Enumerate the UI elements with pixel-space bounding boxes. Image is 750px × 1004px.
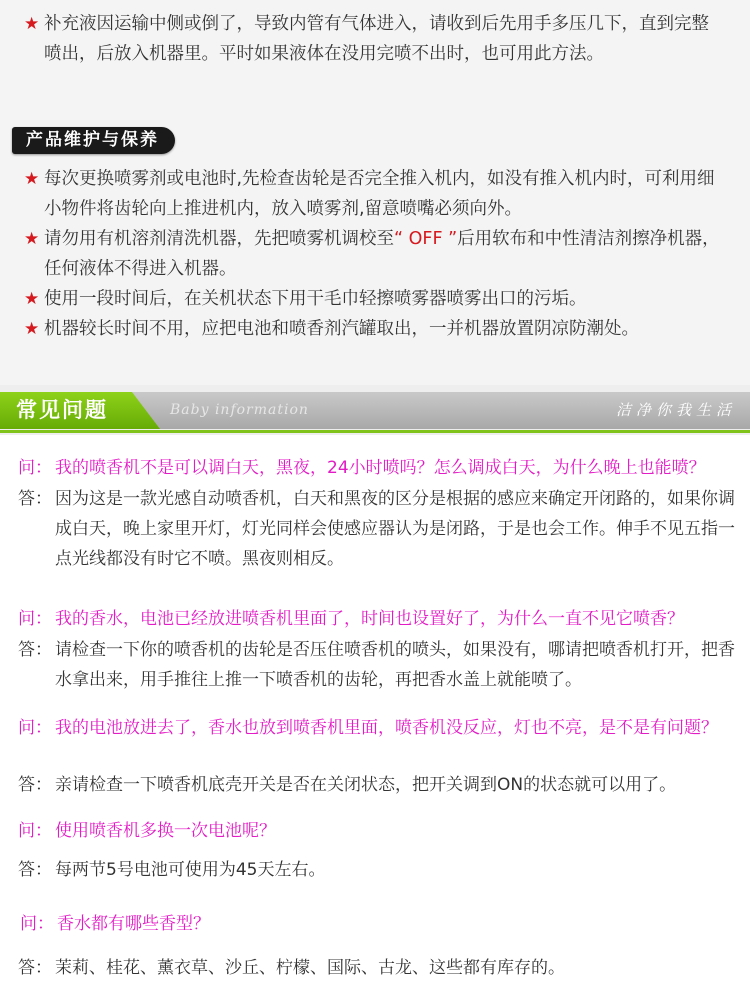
star-icon: ★ [24,169,40,189]
question-label: 问： [20,914,54,934]
maintenance-item [24,164,724,224]
answer-text: 请检查一下你的喷香机的齿轮是否压住喷香机的喷头，如果没有，哪请把喷香机打开，把香水拿出来，用手推往上推一下喷香机的齿轮，再把香水盖上就能喷了。 [55,640,735,690]
question-label: 问： [18,458,52,478]
faq-question [18,453,746,483]
maintenance-item [24,314,724,344]
faq-question [18,816,746,846]
faq-answer [18,855,746,885]
star-icon: ★ [24,229,40,249]
question-label: 问： [18,718,52,738]
faq-answer [18,770,746,800]
maintenance-item [24,224,724,284]
question-label: 问： [18,821,52,841]
off-highlight: “ OFF ” [394,229,458,249]
faq-subtitle: Baby information [170,402,309,418]
answer-text: 因为这是一款光感自动喷香机，白天和黑夜的区分是根据的感应来确定开闭路的，如果你调成白天，晚上家里开灯，灯光同样会使感应器认为是闭路，于是也会工作。伸手不见五指一点光线都没有时它不喷。黑夜则相反。 [55,489,735,569]
star-icon: ★ [24,14,40,34]
question-text: 我的电池放进去了，香水也放到喷香机里面，喷香机没反应，灯也不亮，是不是有问题？ [55,718,718,738]
faq-answer [18,635,746,695]
faq-question [18,713,746,743]
answer-text: 每两节5号电池可使用为45天左右。 [55,860,326,880]
faq-question [20,909,748,939]
answer-text: 茉莉、桂花、薰衣草、沙丘、柠檬、国际、古龙、这些都有库存的。 [55,958,565,978]
answer-label: 答： [18,958,52,978]
maintenance-text: 机器较长时间不用，应把电池和喷香剂汽罐取出，一并机器放置阴凉防潮处。 [44,319,639,339]
answer-label: 答： [18,775,52,795]
maintenance-title: 产品维护与保养 [12,127,175,154]
question-text: 使用喷香机多换一次电池呢？ [55,821,276,841]
faq-slogan: 洁净你我生活 [615,401,736,419]
faq-title: 常见问题 [16,398,108,422]
note-text: 补充液因运输中侧或倒了，导致内管有气体进入，请收到后先用手多压几下，直到完整喷出，后放入机器里。平时如果液体在没用完喷不出时，也可用此方法。 [44,14,709,64]
green-underline [0,430,750,433]
faq-question [18,604,746,634]
faq-answer [18,953,746,983]
product-notes-section [0,0,750,385]
maintenance-text: 使用一段时间后，在关机状态下用干毛巾轻擦喷雾器喷雾出口的污垢。 [44,289,587,309]
faq-answer [18,484,746,574]
answer-label: 答： [18,489,52,509]
answer-text: 亲请检查一下喷香机底壳开关是否在关闭状态，把开关调到ON的状态就可以用了。 [55,775,677,795]
answer-label: 答： [18,860,52,880]
maintenance-text [24,224,724,284]
question-label: 问： [18,609,52,629]
maintenance-text-part: 后用软布和中性清洁剂擦净机器，任何液体不得进入机器。 [44,229,720,279]
maintenance-item [24,284,724,314]
star-icon: ★ [24,289,40,309]
maintenance-text: 每次更换喷雾剂或电池时,先检查齿轮是否完全推入机内，如没有推入机内时，可利用细小物件将齿轮向上推进机内，放入喷雾剂,留意喷嘴必须向外。 [44,169,715,219]
maintenance-text-part: 请勿用有机溶剂清洗机器，先把喷雾机调校至 [44,229,394,249]
note-item [24,9,724,69]
faq-header [0,385,750,435]
question-text: 我的喷香机不是可以调白天，黑夜，24小时喷吗？怎么调成白天，为什么晚上也能喷？ [55,458,706,478]
star-icon: ★ [24,319,40,339]
question-text: 我的香水，电池已经放进喷香机里面了，时间也设置好了，为什么一直不见它喷香？ [55,609,684,629]
question-text: 香水都有哪些香型？ [57,914,210,934]
answer-label: 答： [18,640,52,660]
